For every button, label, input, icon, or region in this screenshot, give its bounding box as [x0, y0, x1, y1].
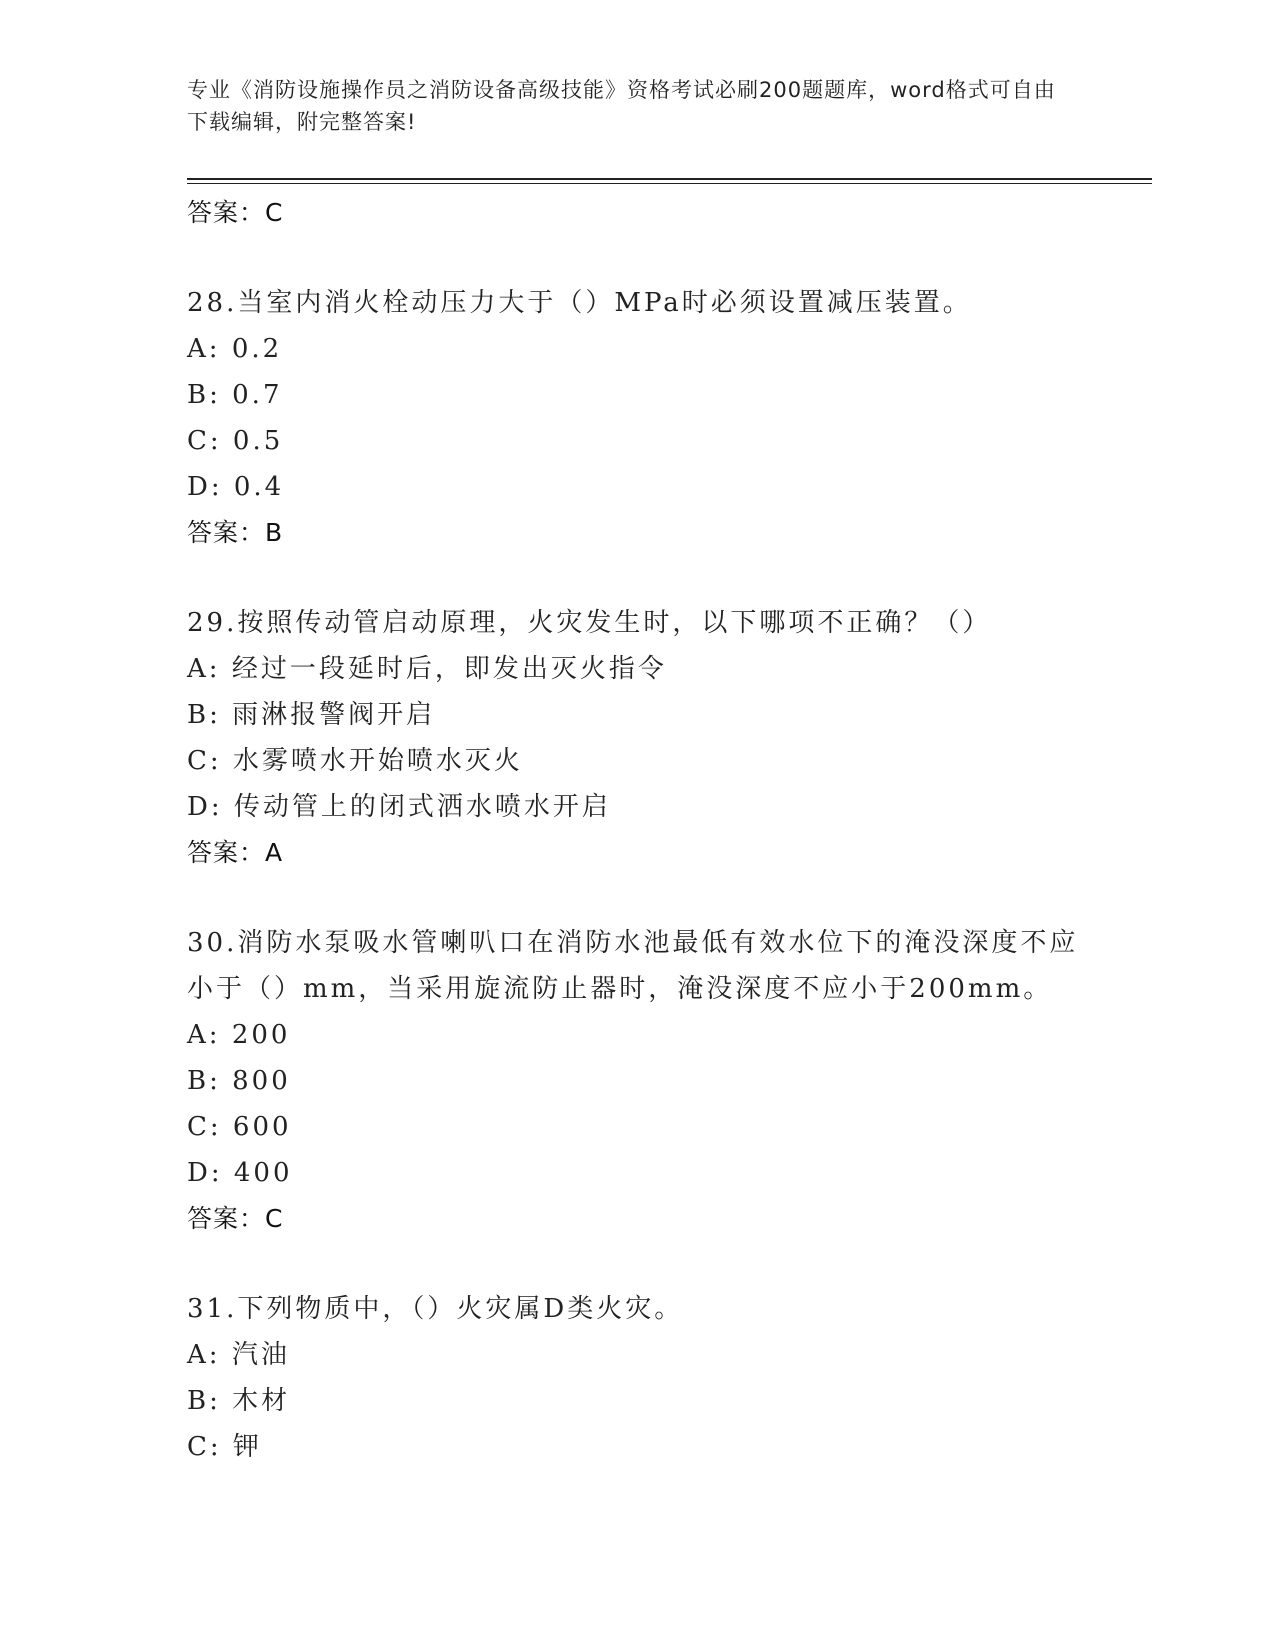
option-letter: A: — [187, 654, 221, 684]
option-spacer — [221, 1066, 232, 1096]
option-spacer — [222, 1432, 233, 1462]
option-spacer — [223, 472, 234, 502]
question-block — [187, 1286, 1087, 1470]
option-row — [187, 738, 1087, 784]
option-text: 木材 — [232, 1386, 291, 1416]
option-letter: D: — [187, 472, 223, 502]
option-row — [187, 1012, 1087, 1058]
question-text: 30.消防水泵吸水管喇叭口在消防水池最低有效水位下的淹没深度不应小于（）mm，当采用旋流防止器时，淹没深度不应小于200mm。 — [187, 928, 1079, 1004]
option-text: 传动管上的闭式洒水喷水开启 — [233, 792, 611, 822]
option-row — [187, 1058, 1087, 1104]
question-text: 31.下列物质中，（）火灾属D类火灾。 — [187, 1294, 684, 1324]
option-letter: C: — [187, 426, 222, 456]
answer-line: 答案：B — [187, 518, 284, 547]
option-text: 0.4 — [233, 472, 285, 502]
option-text: 钾 — [232, 1432, 262, 1462]
option-text: 0.7 — [232, 380, 283, 410]
option-row — [187, 692, 1087, 738]
answer-line: 答案：C — [187, 1204, 284, 1233]
questions-container — [187, 280, 1087, 1470]
page-header: 专业《消防设施操作员之消防设备高级技能》资格考试必刷200题题库，word格式可自由下载编辑，附完整答案! — [187, 78, 1056, 134]
option-spacer — [221, 700, 232, 730]
question-block — [187, 920, 1087, 1242]
question-list — [187, 190, 1087, 1470]
option-spacer — [221, 334, 232, 364]
option-row — [187, 1378, 1087, 1424]
option-row — [187, 418, 1087, 464]
answer-line: 答案：A — [187, 838, 284, 867]
option-spacer — [221, 1020, 232, 1050]
option-row — [187, 1332, 1087, 1378]
option-letter: B: — [187, 700, 221, 730]
option-row — [187, 372, 1087, 418]
option-letter: A: — [187, 334, 221, 364]
option-letter: B: — [187, 1386, 221, 1416]
option-spacer — [221, 380, 232, 410]
option-spacer — [221, 1340, 232, 1370]
option-row — [187, 326, 1087, 372]
question-block — [187, 600, 1087, 876]
option-letter: B: — [187, 1066, 221, 1096]
option-spacer — [222, 426, 233, 456]
option-spacer — [223, 1158, 234, 1188]
option-text: 400 — [233, 1158, 293, 1188]
option-text: 0.2 — [231, 334, 283, 364]
option-spacer — [221, 1386, 232, 1416]
option-row — [187, 784, 1087, 830]
option-spacer — [221, 654, 232, 684]
option-text: 水雾喷水开始喷水灭火 — [232, 746, 523, 776]
option-spacer — [223, 792, 234, 822]
option-spacer — [222, 746, 233, 776]
option-text: 800 — [232, 1066, 291, 1096]
option-letter: A: — [187, 1340, 221, 1370]
option-row — [187, 464, 1087, 510]
option-letter: C: — [187, 1432, 222, 1462]
header-divider — [187, 178, 1152, 180]
option-letter: D: — [187, 792, 223, 822]
option-letter: D: — [187, 1158, 223, 1188]
option-letter: B: — [187, 380, 221, 410]
question-text: 28.当室内消火栓动压力大于（）MPa时必须设置减压装置。 — [187, 288, 972, 318]
option-row — [187, 1424, 1087, 1470]
option-row — [187, 1150, 1087, 1196]
option-spacer — [222, 1112, 233, 1142]
question-block — [187, 280, 1087, 556]
option-text: 汽油 — [231, 1340, 290, 1370]
option-text: 雨淋报警阀开启 — [232, 700, 436, 730]
option-text: 0.5 — [232, 426, 284, 456]
option-letter: A: — [187, 1020, 221, 1050]
option-row — [187, 646, 1087, 692]
answer-line: 答案：C — [187, 198, 284, 227]
question-text: 29.按照传动管启动原理，火灾发生时，以下哪项不正确？（） — [187, 608, 992, 638]
option-row — [187, 1104, 1087, 1150]
option-letter: C: — [187, 746, 222, 776]
option-text: 经过一段延时后，即发出灭火指令 — [231, 654, 667, 684]
header-divider-thin — [187, 183, 1152, 184]
option-text: 600 — [232, 1112, 292, 1142]
option-letter: C: — [187, 1112, 222, 1142]
option-text: 200 — [231, 1020, 291, 1050]
